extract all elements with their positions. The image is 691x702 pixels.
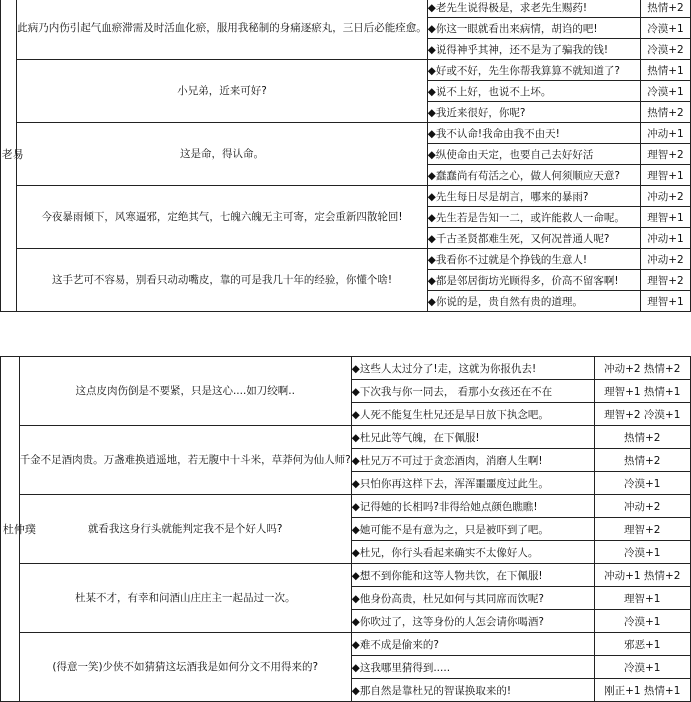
attribute-effect: 热情+2 — [594, 449, 691, 472]
table-row — [1, 633, 691, 656]
reply-option: ◆只怕你再这样下去，浑浑噩噩度过此生。 — [351, 472, 594, 495]
attribute-effect: 理智+2 — [594, 518, 691, 541]
reply-option: ◆你这一眼就看出来病情，胡诌的吧! — [427, 18, 640, 39]
reply-option: ◆这我哪里猜得到..... — [351, 656, 594, 679]
table-row — [1, 186, 691, 207]
attribute-effect: 理智+2 冷漠+1 — [594, 403, 691, 426]
npc-line: 此病乃内伤引起气血瘀滞需及时活血化瘀，服用我秘制的身痛逐瘀丸，三日后必能痊愈。 — [17, 0, 428, 60]
reply-option: ◆杜兄此等气魄，在下佩服! — [351, 426, 594, 449]
reply-option: ◆记得她的长相吗?非得给她点颜色瞧瞧! — [351, 495, 594, 518]
npc-line: 今夜暴雨倾下，风寒逼邪，定绝其气，七魄六魄无主可寄，定会重新四散轮回! — [17, 186, 428, 249]
attribute-effect: 冷漠+1 — [594, 472, 691, 495]
attribute-effect: 冲动+2 热情+2 — [594, 357, 691, 380]
table-row — [1, 60, 691, 81]
attribute-effect: 理智+1 — [640, 291, 690, 312]
reply-option: ◆好或不好，先生你帮我算算不就知道了? — [427, 60, 640, 81]
reply-option: ◆蠢蠢尚有苟活之心，做人何须顺应天意? — [427, 165, 640, 186]
reply-option: ◆这些人太过分了!走，这就为你报仇去! — [351, 357, 594, 380]
attribute-effect: 理智+2 — [640, 144, 690, 165]
character-name — [1, 0, 24, 312]
npc-line: 千金不足酒肉贵。万盏难换逍遥地，若无腹中十斗米，草莽何为仙人师? — [19, 426, 351, 495]
reply-option: ◆难不成是偷来的? — [351, 633, 594, 656]
attribute-effect: 理智+1 — [640, 207, 690, 228]
attribute-effect: 邪恶+1 — [594, 633, 691, 656]
reply-option: ◆说不上好，也说不上坏。 — [427, 81, 640, 102]
reply-option: ◆先生若是告知一二，或许能救人一命呢。 — [427, 207, 640, 228]
attribute-effect: 理智+2 — [640, 270, 690, 291]
attribute-effect: 理智+1 — [594, 587, 691, 610]
reply-option: ◆他身份高贵，杜兄如何与其同席而饮呢? — [351, 587, 594, 610]
dialogue-table-1 — [0, 0, 691, 312]
character-name-label: 老易 — [1, 147, 24, 161]
npc-line: 这点皮肉伤倒是不要紧，只是这心....如刀绞啊.. — [19, 357, 351, 426]
attribute-effect: 热情+2 — [594, 426, 691, 449]
npc-line: 这是命，得认命。 — [17, 123, 428, 186]
reply-option: ◆先生每日尽是胡言，哪来的暴雨? — [427, 186, 640, 207]
table-row — [1, 495, 691, 518]
npc-line: (得意一笑)少侠不如猜猜这坛酒我是如何分文不用得来的? — [19, 633, 351, 702]
reply-option: ◆杜兄，你行头看起来确实不太像好人。 — [351, 541, 594, 564]
attribute-effect: 理智+1 — [640, 165, 690, 186]
npc-line: 这手艺可不容易，别看只动动嘴皮，靠的可是我几十年的经验，你懂个啥! — [17, 249, 428, 312]
attribute-effect: 冷漠+2 — [640, 39, 690, 60]
reply-option: ◆人死不能复生杜兄还是早日放下执念吧。 — [351, 403, 594, 426]
reply-option: ◆我看你不过就是个挣钱的生意人! — [427, 249, 640, 270]
reply-option: ◆你吹过了，这等身份的人怎会请你喝酒? — [351, 610, 594, 633]
reply-option: ◆你说的是，贵自然有贵的道理。 — [427, 291, 640, 312]
attribute-effect: 冷漠+1 — [594, 610, 691, 633]
reply-option: ◆说得神乎其神，还不是为了骗我的钱! — [427, 39, 640, 60]
npc-line: 杜某不才，有幸和问酒山庄庄主一起品过一次。 — [19, 564, 351, 633]
reply-option: ◆下次我与你一同去， 看那小女孩还在不在 — [351, 380, 594, 403]
attribute-effect: 热情+2 — [640, 0, 690, 18]
table-row — [1, 357, 691, 380]
attribute-effect: 冷漠+1 — [640, 81, 690, 102]
reply-option: ◆那自然是靠杜兄的智谋换取来的! — [351, 679, 594, 702]
attribute-effect: 冷漠+1 — [594, 656, 691, 679]
dialogue-table-2 — [0, 356, 691, 702]
reply-option: ◆她可能不是有意为之，只是被吓到了吧。 — [351, 518, 594, 541]
reply-option: ◆千古圣贤都难生死，又何况普通人呢? — [427, 228, 640, 249]
table-row — [1, 249, 691, 270]
npc-line: 就看我这身行头就能判定我不是个好人吗? — [19, 495, 351, 564]
attribute-effect: 冲动+1 — [640, 228, 690, 249]
table-row — [1, 123, 691, 144]
reply-option: ◆杜兄万不可过于贪恋酒肉，消磨人生啊! — [351, 449, 594, 472]
attribute-effect: 冲动+1 — [640, 123, 690, 144]
attribute-effect: 热情+1 — [640, 60, 690, 81]
attribute-effect: 理智+1 热情+1 — [594, 380, 691, 403]
attribute-effect: 冷漠+1 — [640, 18, 690, 39]
character-name-label: 杜仲璞 — [2, 522, 36, 536]
attribute-effect: 热情+2 — [640, 102, 690, 123]
attribute-effect: 冲动+1 热情+2 — [594, 564, 691, 587]
attribute-effect: 冲动+2 — [640, 186, 690, 207]
attribute-effect: 冲动+2 — [594, 495, 691, 518]
attribute-effect: 冷漠+1 — [594, 541, 691, 564]
reply-option: ◆想不到你能和这等人物共饮，在下佩服! — [351, 564, 594, 587]
character-name — [1, 357, 36, 702]
npc-line: 小兄弟，近来可好? — [17, 60, 428, 123]
table-row — [1, 564, 691, 587]
reply-option: ◆我不认命!我命由我不由天! — [427, 123, 640, 144]
attribute-effect: 刚正+1 热情+1 — [594, 679, 691, 702]
reply-option: ◆老先生说得极是，求老先生赐药! — [427, 0, 640, 18]
table-row — [1, 426, 691, 449]
table-row — [1, 0, 691, 18]
attribute-effect: 冲动+2 — [640, 249, 690, 270]
reply-option: ◆都是邻居街坊光顾得多，价高不留客啊! — [427, 270, 640, 291]
reply-option: ◆我近来很好，你呢? — [427, 102, 640, 123]
reply-option: ◆纵使命由天定，也要自己去好好活 — [427, 144, 640, 165]
